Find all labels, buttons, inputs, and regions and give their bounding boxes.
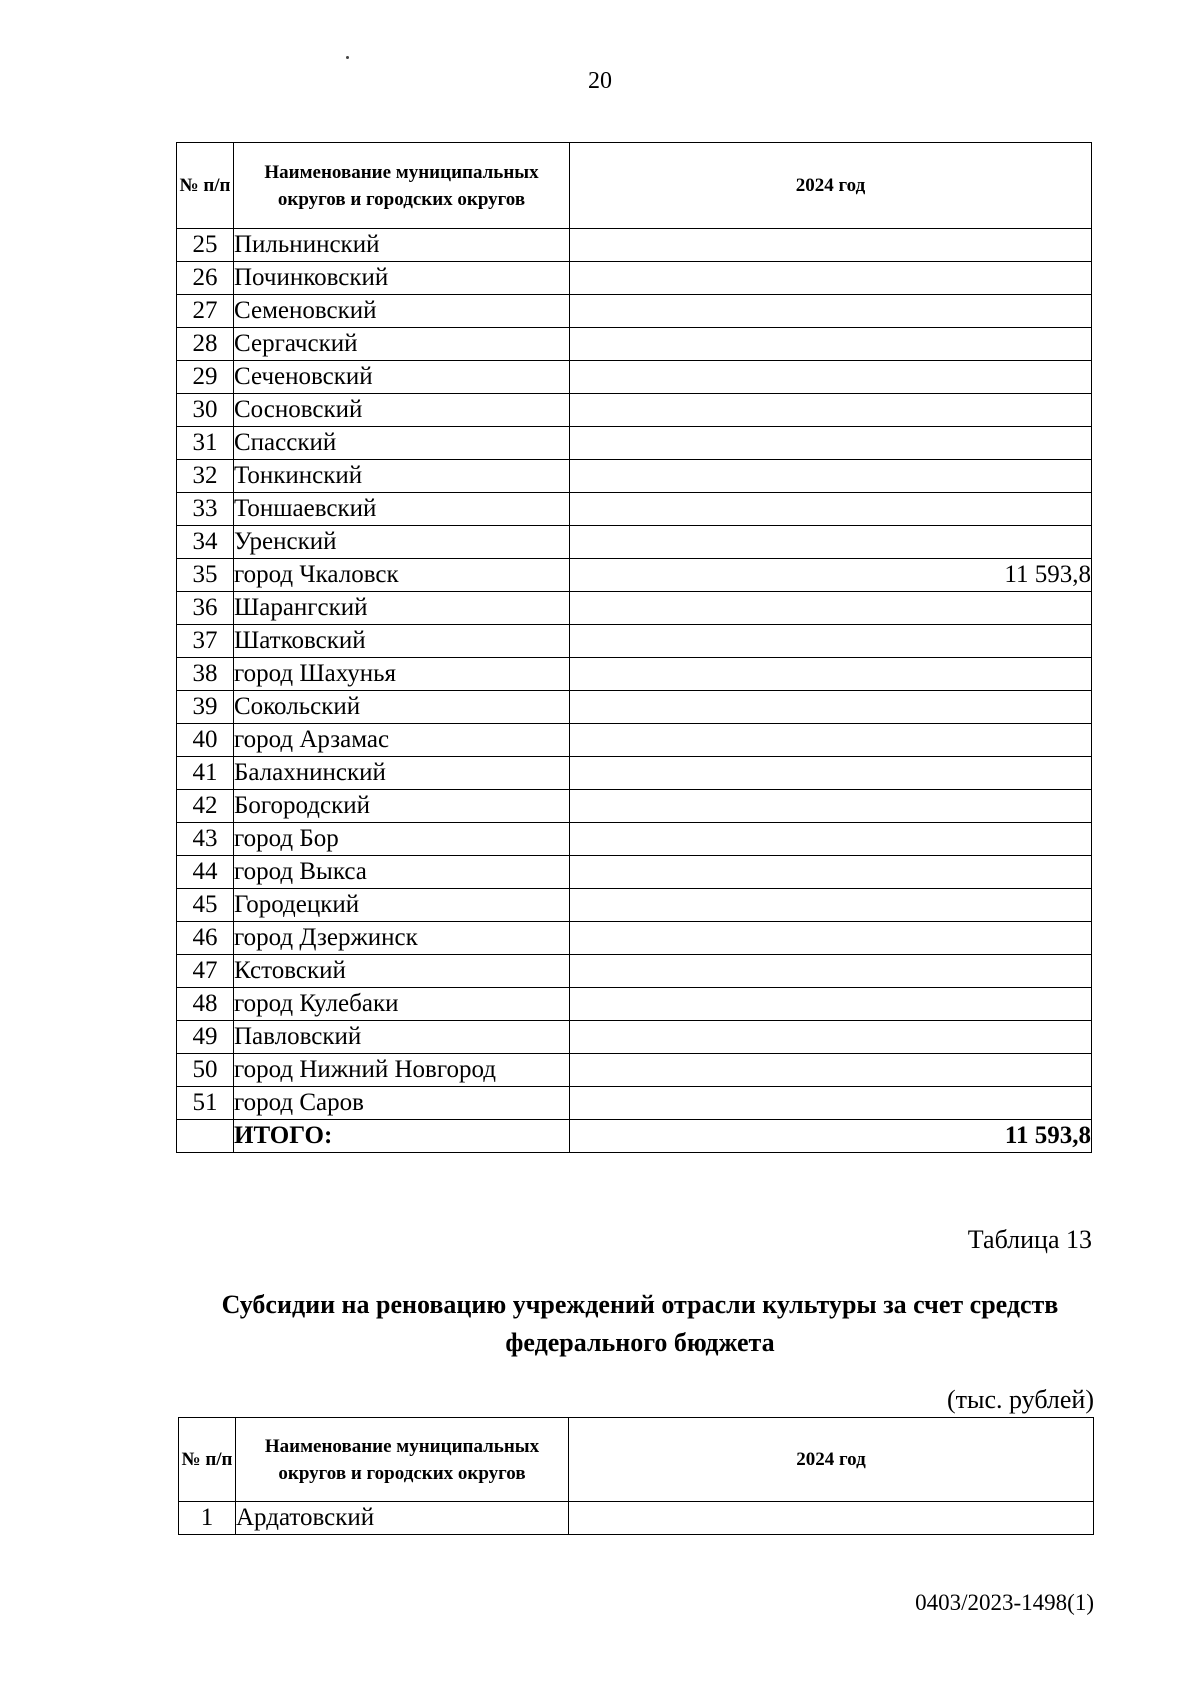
- header-num: № п/п: [179, 1418, 236, 1502]
- table-row: [177, 1021, 1092, 1054]
- district-name: город Кулебаки: [234, 988, 570, 1021]
- table-row: [177, 856, 1092, 889]
- table-row: [177, 328, 1092, 361]
- district-table-continued: [176, 142, 1092, 1153]
- row-number: 48: [177, 988, 234, 1021]
- table-row: [177, 394, 1092, 427]
- table-row: [177, 493, 1092, 526]
- row-number: 30: [177, 394, 234, 427]
- district-name: Балахнинский: [234, 757, 570, 790]
- row-number: 46: [177, 922, 234, 955]
- district-name: город Арзамас: [234, 724, 570, 757]
- header-year: 2024 год: [570, 143, 1092, 229]
- row-number: 35: [177, 559, 234, 592]
- district-name: Тонкинский: [234, 460, 570, 493]
- row-number: 33: [177, 493, 234, 526]
- table-row: [177, 790, 1092, 823]
- district-name: город Саров: [234, 1087, 570, 1120]
- row-value: [570, 394, 1092, 427]
- row-number: 25: [177, 229, 234, 262]
- table-row: [177, 625, 1092, 658]
- district-name: Пильнинский: [234, 229, 570, 262]
- row-value: [570, 658, 1092, 691]
- header-num: № п/п: [177, 143, 234, 229]
- table-row: [177, 823, 1092, 856]
- header-year: 2024 год: [569, 1418, 1094, 1502]
- district-name: город Бор: [234, 823, 570, 856]
- row-value: [570, 922, 1092, 955]
- district-name: город Нижний Новгород: [234, 1054, 570, 1087]
- table-row: [179, 1502, 1094, 1535]
- row-number: 26: [177, 262, 234, 295]
- district-name: Сокольский: [234, 691, 570, 724]
- row-value: [570, 988, 1092, 1021]
- row-number: 41: [177, 757, 234, 790]
- district-name: Павловский: [234, 1021, 570, 1054]
- row-number: 32: [177, 460, 234, 493]
- table-row: [177, 757, 1092, 790]
- row-number: 28: [177, 328, 234, 361]
- total-label: ИТОГО:: [234, 1120, 570, 1153]
- row-number: 50: [177, 1054, 234, 1087]
- row-number: 1: [179, 1502, 236, 1535]
- row-number: 36: [177, 592, 234, 625]
- district-name: город Чкаловск: [234, 559, 570, 592]
- total-row: [177, 1120, 1092, 1153]
- district-name: Сосновский: [234, 394, 570, 427]
- row-number: 43: [177, 823, 234, 856]
- renovation-subsidy-table: [178, 1417, 1094, 1535]
- table-row: [177, 988, 1092, 1021]
- district-name: Семеновский: [234, 295, 570, 328]
- row-number: 34: [177, 526, 234, 559]
- row-value: [570, 691, 1092, 724]
- table-row: [177, 361, 1092, 394]
- header-name: Наименование муниципальных округов и городских округов: [236, 1418, 569, 1502]
- row-value: [570, 757, 1092, 790]
- row-value: [569, 1502, 1094, 1535]
- table-row: [177, 658, 1092, 691]
- district-name: Городецкий: [234, 889, 570, 922]
- header-name: Наименование муниципальных округов и городских округов: [234, 143, 570, 229]
- row-value: [570, 889, 1092, 922]
- table-row: [177, 262, 1092, 295]
- row-value: [570, 328, 1092, 361]
- district-name: Кстовский: [234, 955, 570, 988]
- row-number: 38: [177, 658, 234, 691]
- row-value: [570, 427, 1092, 460]
- row-value: [570, 295, 1092, 328]
- row-number: 47: [177, 955, 234, 988]
- district-name: Шарангский: [234, 592, 570, 625]
- row-number: 49: [177, 1021, 234, 1054]
- row-number: 44: [177, 856, 234, 889]
- row-value: [570, 526, 1092, 559]
- row-number: 39: [177, 691, 234, 724]
- table-row: [177, 295, 1092, 328]
- row-value: [570, 493, 1092, 526]
- district-name: Уренский: [234, 526, 570, 559]
- row-value: [570, 592, 1092, 625]
- table-row: [177, 460, 1092, 493]
- total-value: 11 593,8: [570, 1120, 1092, 1153]
- row-value: [570, 229, 1092, 262]
- row-number: 29: [177, 361, 234, 394]
- units-label: (тыс. рублей): [946, 1385, 1094, 1414]
- table-row: [177, 724, 1092, 757]
- document-code: 0403/2023-1498(1): [915, 1590, 1094, 1615]
- table-row: [177, 691, 1092, 724]
- district-name: Починковский: [234, 262, 570, 295]
- table-row: [177, 427, 1092, 460]
- row-value: [570, 790, 1092, 823]
- row-number: 40: [177, 724, 234, 757]
- district-name: Сеченовский: [234, 361, 570, 394]
- row-value: [570, 1087, 1092, 1120]
- row-value: [570, 856, 1092, 889]
- district-name: Богородский: [234, 790, 570, 823]
- row-value: [570, 724, 1092, 757]
- table-row: [177, 889, 1092, 922]
- row-value: 11 593,8: [570, 559, 1092, 592]
- row-value: [570, 625, 1092, 658]
- table-row: [177, 955, 1092, 988]
- district-name: город Выкса: [234, 856, 570, 889]
- row-number: 31: [177, 427, 234, 460]
- row-value: [570, 823, 1092, 856]
- scan-speck: [346, 56, 349, 59]
- row-value: [570, 361, 1092, 394]
- row-value: [570, 1054, 1092, 1087]
- district-name: город Шахунья: [234, 658, 570, 691]
- district-name: Сергачский: [234, 328, 570, 361]
- row-value: [570, 460, 1092, 493]
- row-value: [570, 262, 1092, 295]
- table-row: [177, 526, 1092, 559]
- district-name: Шатковский: [234, 625, 570, 658]
- row-number: 45: [177, 889, 234, 922]
- row-number: 42: [177, 790, 234, 823]
- page-number: 20: [588, 68, 612, 94]
- table-row: [177, 922, 1092, 955]
- district-name: Спасский: [234, 427, 570, 460]
- table-caption: Таблица 13: [967, 1225, 1092, 1254]
- row-value: [570, 955, 1092, 988]
- district-name: город Дзержинск: [234, 922, 570, 955]
- table-row: [177, 229, 1092, 262]
- row-number: 51: [177, 1087, 234, 1120]
- table-row: [177, 592, 1092, 625]
- row-value: [570, 1021, 1092, 1054]
- district-name: Тоншаевский: [234, 493, 570, 526]
- total-empty-cell: [177, 1120, 234, 1153]
- table-row: [177, 559, 1092, 592]
- row-number: 37: [177, 625, 234, 658]
- section-title: Субсидии на реновацию учреждений отрасли культуры за счет средств федерального бюджета: [221, 1290, 1059, 1357]
- row-number: 27: [177, 295, 234, 328]
- table-row: [177, 1054, 1092, 1087]
- table-row: [177, 1087, 1092, 1120]
- district-name: Ардатовский: [236, 1502, 569, 1535]
